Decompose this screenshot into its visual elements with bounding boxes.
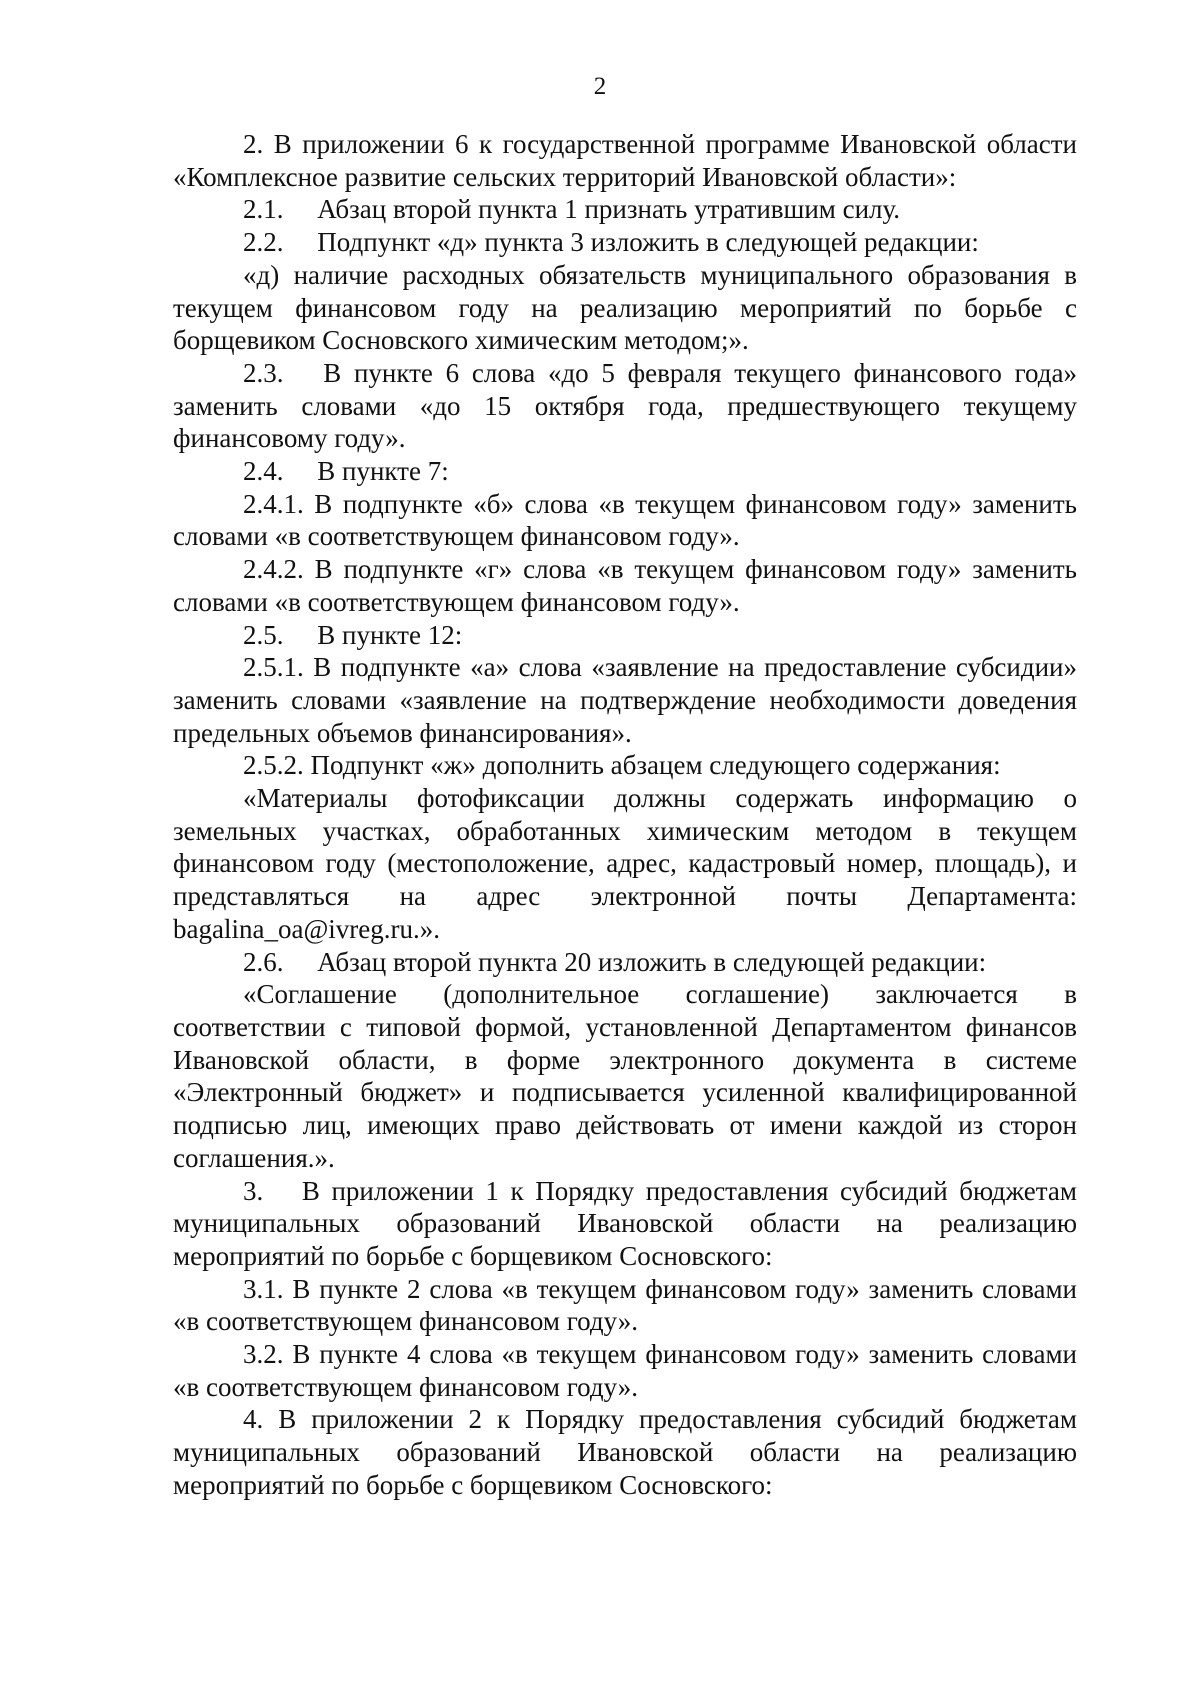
page-number: 2 (593, 73, 607, 100)
paragraph-4: 4. В приложении 2 к Порядку предоставления субсидий бюджетам муниципальных образований Ивановской области на реализацию мероприятий по борьбе с борщевиком Сосновского: (173, 1404, 1077, 1500)
paragraph-2-4-1: 2.4.1. В подпункте «б» слова «в текущем финансовом году» заменить словами «в соответствующем финансовом году». (173, 488, 1077, 552)
paragraph-2-3: 2.3. В пункте 6 слова «до 5 февраля текущего финансового года» заменить словами «до 15 октября года, предшествующего текущему финансовому году». (173, 357, 1077, 454)
paragraph-3-2: 3.2. В пункте 4 слова «в текущем финансовом году» заменить словами «в соответствующем финансовом году». (173, 1339, 1077, 1402)
paragraph-2-4-2: 2.4.2. В подпункте «г» слова «в текущем финансовом году» заменить словами «в соответствующем финансовом году». (173, 554, 1077, 617)
document-body (173, 128, 1077, 1502)
paragraph-2-5-2-quote: «Материалы фотофиксации должны содержать информацию о земельных участках, обработанных химическим методом в текущем финансовом году (местоположение, адрес, кадастровый номер, площадь), и представляться на адрес электронной почты Департамента: bagalina_oa@ivreg.ru.». (173, 783, 1077, 944)
paragraph-3: 3. В приложении 1 к Порядку предоставления субсидий бюджетам муниципальных образований Ивановской области на реализацию мероприятий по борьбе с борщевиком Сосновского: (173, 1175, 1077, 1271)
paragraph-2-5-2: 2.5.2. Подпункт «ж» дополнить абзацем следующего содержания: (243, 750, 1001, 781)
paragraph-2-5: 2.5. В пункте 12: (243, 619, 463, 650)
paragraph-2-2-quote: «д) наличие расходных обязательств муниципального образования в текущем финансовом году на реализацию мероприятий по борьбе с борщевиком Сосновского химическим методом;». (173, 259, 1077, 356)
paragraph-2-1: 2.1. Абзац второй пункта 1 признать утратившим силу. (243, 194, 901, 225)
paragraph-2-2: 2.2. Подпункт «д» пункта 3 изложить в следующей редакции: (243, 227, 979, 258)
paragraph-2-6: 2.6. Абзац второй пункта 20 изложить в следующей редакции: (243, 946, 987, 977)
paragraph-2-5-1: 2.5.1. В подпункте «а» слова «заявление на предоставление субсидии» заменить словами «заявление на подтверждение необходимости доведения предельных объемов финансирования». (173, 652, 1077, 748)
paragraph-3-1: 3.1. В пункте 2 слова «в текущем финансовом году» заменить словами «в соответствующем финансовом году». (173, 1273, 1077, 1337)
paragraph-2-4: 2.4. В пункте 7: (243, 456, 449, 487)
paragraph-2: 2. В приложении 6 к государственной программе Ивановской области «Комплексное развитие сельских территорий Ивановской области»: (173, 129, 1077, 192)
paragraph-2-6-quote: «Соглашение (дополнительное соглашение) заключается в соответствии с типовой формой, установленной Департаментом финансов Ивановской области, в форме электронного документа в системе «Электронный бюджет» и подписывается усиленной квалифицированной подписью лиц, имеющих право действовать от имени каждой из сторон соглашения.». (173, 979, 1077, 1173)
